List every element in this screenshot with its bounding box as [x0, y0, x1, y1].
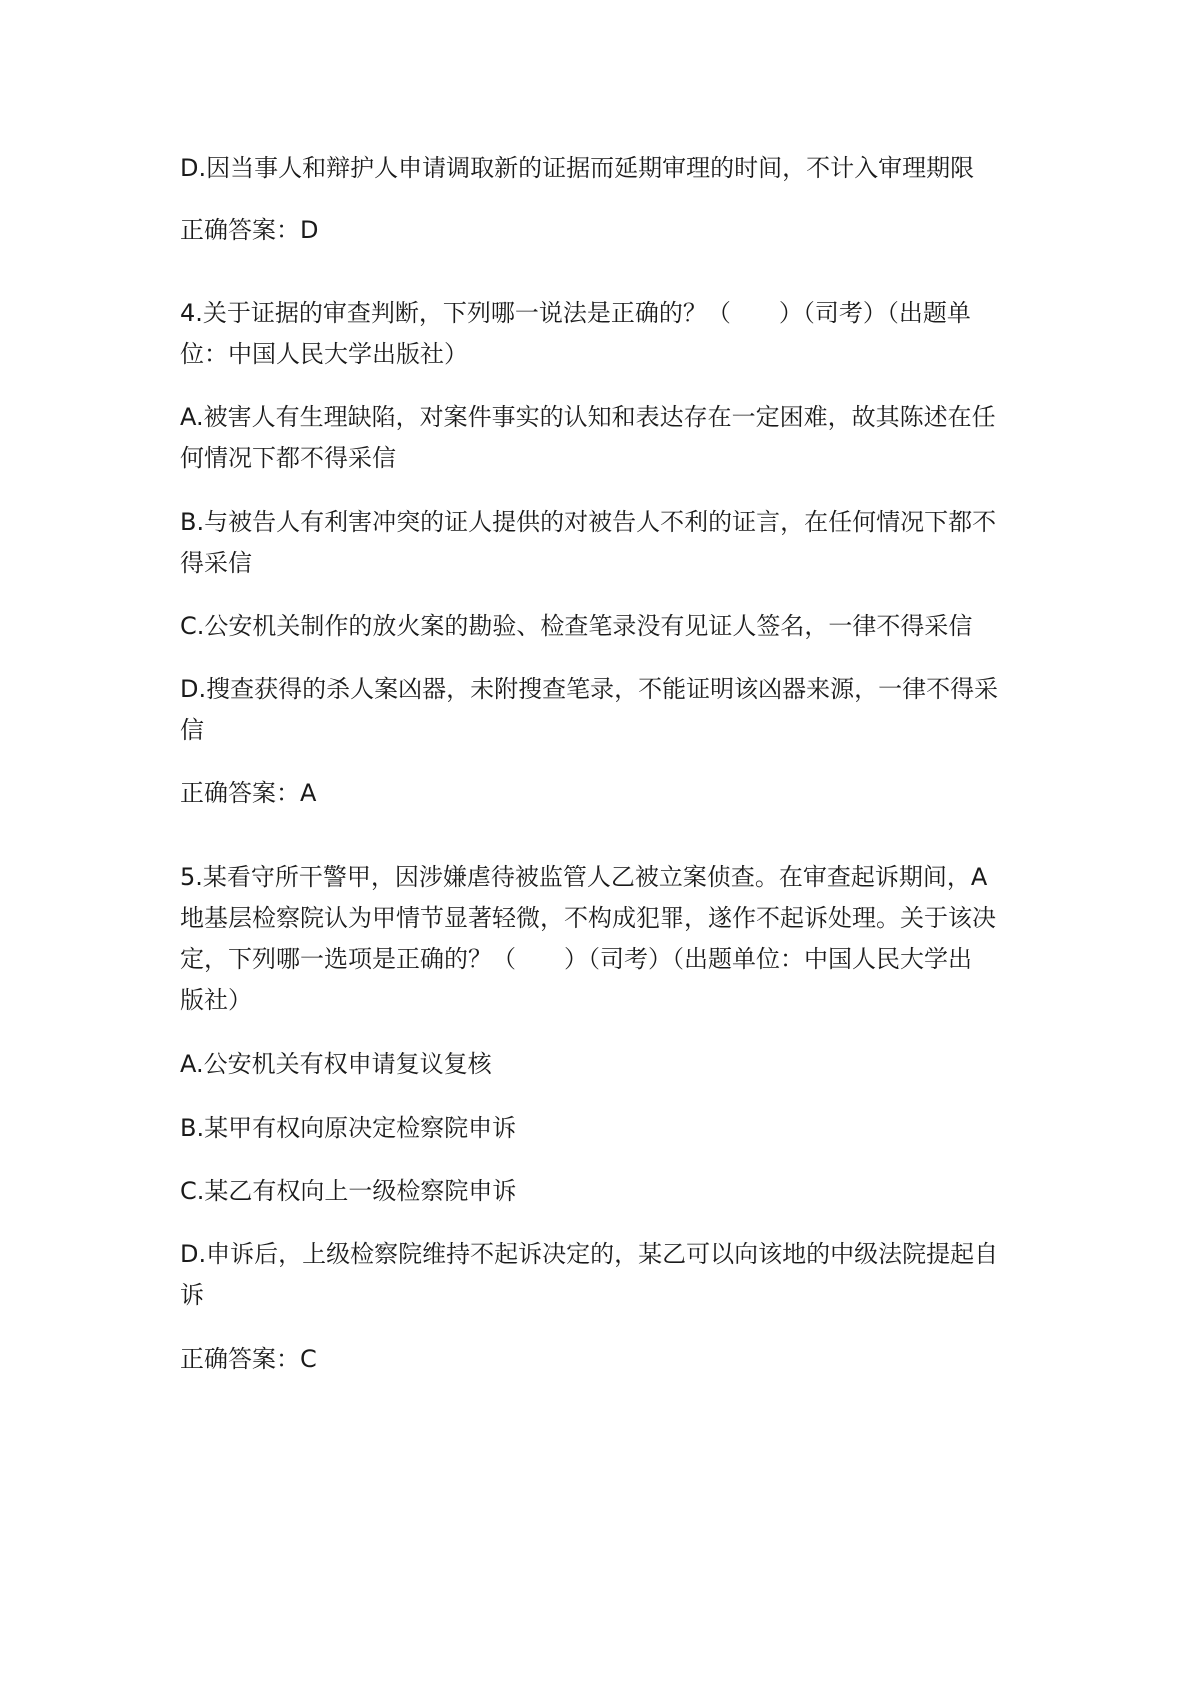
question-4-option-b-line-2: 得采信: [180, 549, 252, 577]
question-5-option-b: B.某甲有权向原决定检察院申诉: [180, 1114, 517, 1142]
prev-question-option-d: D.因当事人和辩护人申请调取新的证据而延期审理的时间，不计入审理期限: [180, 154, 975, 182]
question-4-stem-line-2: 位：中国人民大学出版社）: [180, 340, 468, 368]
question-4-option-a-line-1: A.被害人有生理缺陷，对案件事实的认知和表达存在一定困难，故其陈述在任: [180, 403, 996, 431]
question-5-option-d-line-2: 诉: [180, 1281, 204, 1309]
question-4-option-d-line-1: D.搜查获得的杀人案凶器，未附搜查笔录，不能证明该凶器来源，一律不得采: [180, 675, 999, 703]
question-5-option-c: C.某乙有权向上一级检察院申诉: [180, 1177, 517, 1205]
question-5-stem-line-3: 定，下列哪一选项是正确的？（ ）（司考）（出题单位：中国人民大学出: [180, 945, 972, 973]
question-5-stem-line-1: 5.某看守所干警甲，因涉嫌虐待被监管人乙被立案侦查。在审查起诉期间，A: [180, 863, 988, 891]
question-5-stem-line-2: 地基层检察院认为甲情节显著轻微，不构成犯罪，遂作不起诉处理。关于该决: [180, 904, 996, 932]
question-5-option-d-line-1: D.申诉后，上级检察院维持不起诉决定的，某乙可以向该地的中级法院提起自: [180, 1240, 999, 1268]
question-4-answer: 正确答案：A: [180, 779, 317, 807]
question-4-option-c: C.公安机关制作的放火案的勘验、检查笔录没有见证人签名，一律不得采信: [180, 612, 973, 640]
question-4-stem-line-1: 4.关于证据的审查判断，下列哪一说法是正确的？（ ）（司考）（出题单: [180, 299, 971, 327]
question-4-option-d-line-2: 信: [180, 716, 204, 744]
question-4-option-a-line-2: 何情况下都不得采信: [180, 444, 396, 472]
question-5-option-a: A.公安机关有权申请复议复核: [180, 1050, 492, 1078]
question-5-stem-line-4: 版社）: [180, 986, 252, 1014]
question-4-option-b-line-1: B.与被告人有利害冲突的证人提供的对被告人不利的证言，在任何情况下都不: [180, 508, 997, 536]
question-5-answer: 正确答案：C: [180, 1345, 317, 1373]
prev-question-answer: 正确答案：D: [180, 216, 319, 244]
